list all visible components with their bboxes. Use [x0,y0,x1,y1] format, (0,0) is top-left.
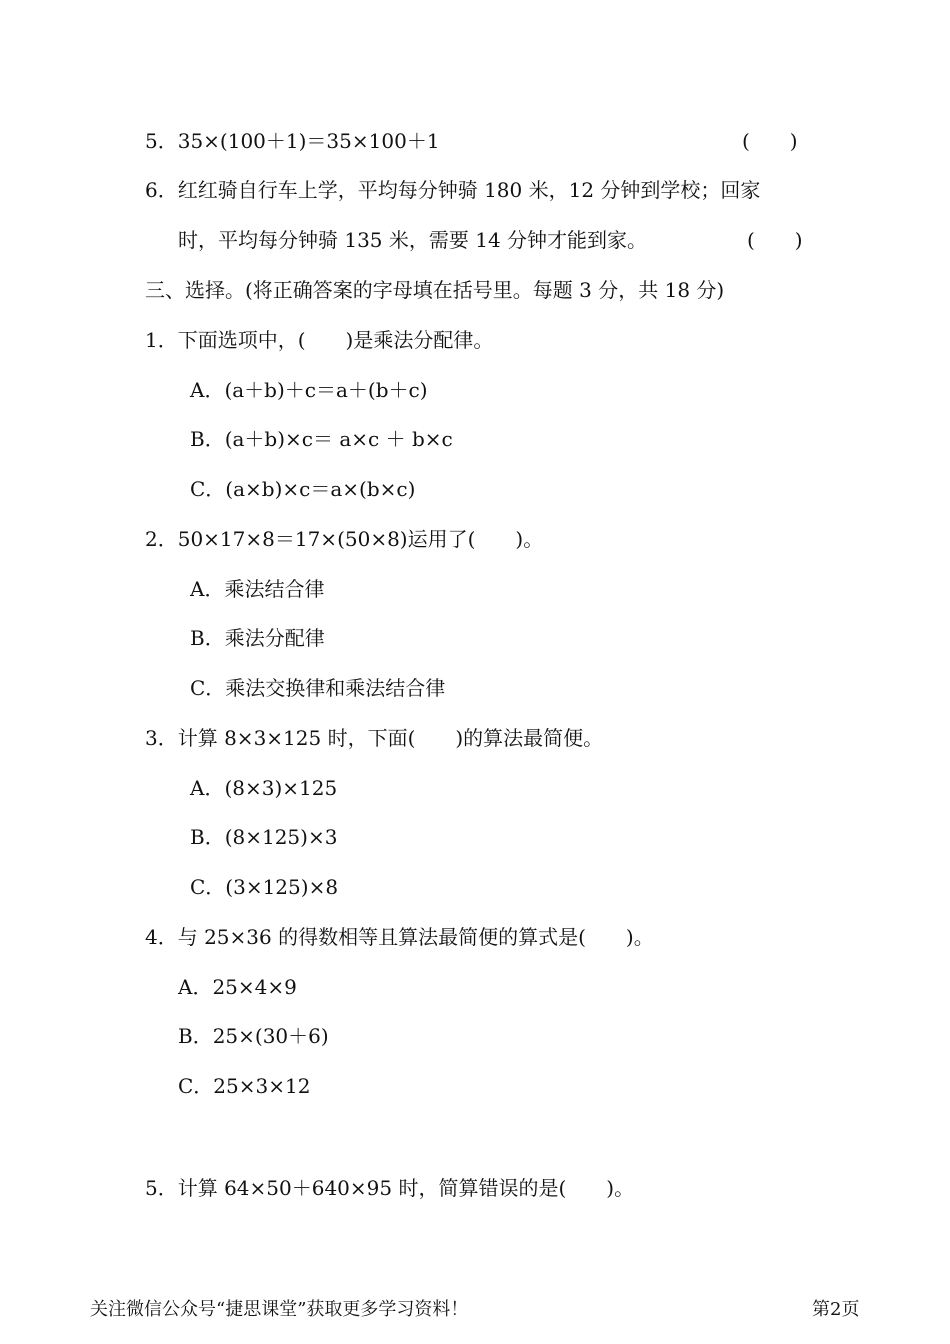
tf-question-6-line2: 时，平均每分钟骑 135 米，需要 14 分钟才能到家。 [178,228,648,252]
answer-bracket: ( ) [742,129,798,153]
mc-question-5: 5．计算 64×50＋640×95 时，简算错误的是( )。 [145,1176,635,1200]
footer-promo: 关注微信公众号“捷思课堂”获取更多学习资料！ [90,1299,469,1320]
option-c: C．(a×b)×c＝a×(b×c) [190,477,416,501]
option-a: A．25×4×9 [178,975,297,999]
tf-question-6-line1: 6．红红骑自行车上学，平均每分钟骑 180 米，12 分钟到学校；回家 [145,178,761,202]
tf-question-5: 5．35×(100＋1)＝35×100＋1 [145,129,440,153]
option-c: C．(3×125)×8 [190,875,339,899]
option-c: C．25×3×12 [178,1074,311,1098]
section-heading: 三、选择。(将正确答案的字母填在括号里。每题 3 分，共 18 分) [145,278,725,302]
option-b: B．乘法分配律 [190,626,325,650]
option-b: B．25×(30＋6) [178,1024,329,1048]
mc-question-1: 1．下面选项中，( )是乘法分配律。 [145,328,494,352]
mc-question-4: 4．与 25×36 的得数相等且算法最简便的算式是( )。 [145,925,654,949]
option-c: C．乘法交换律和乘法结合律 [190,676,446,700]
mc-question-2: 2．50×17×8＝17×(50×8)运用了( )。 [145,527,544,551]
answer-bracket: ( ) [747,228,803,252]
option-a: A．(a＋b)＋c＝a＋(b＋c) [190,378,428,402]
option-a: A．乘法结合律 [190,577,325,601]
option-a: A．(8×3)×125 [190,776,338,800]
mc-question-3: 3．计算 8×3×125 时，下面( )的算法最简便。 [145,726,604,750]
page-number: 第2页 [812,1299,860,1320]
option-b: B．(a＋b)×c＝ a×c ＋ b×c [190,427,453,451]
option-b: B．(8×125)×3 [190,825,338,849]
